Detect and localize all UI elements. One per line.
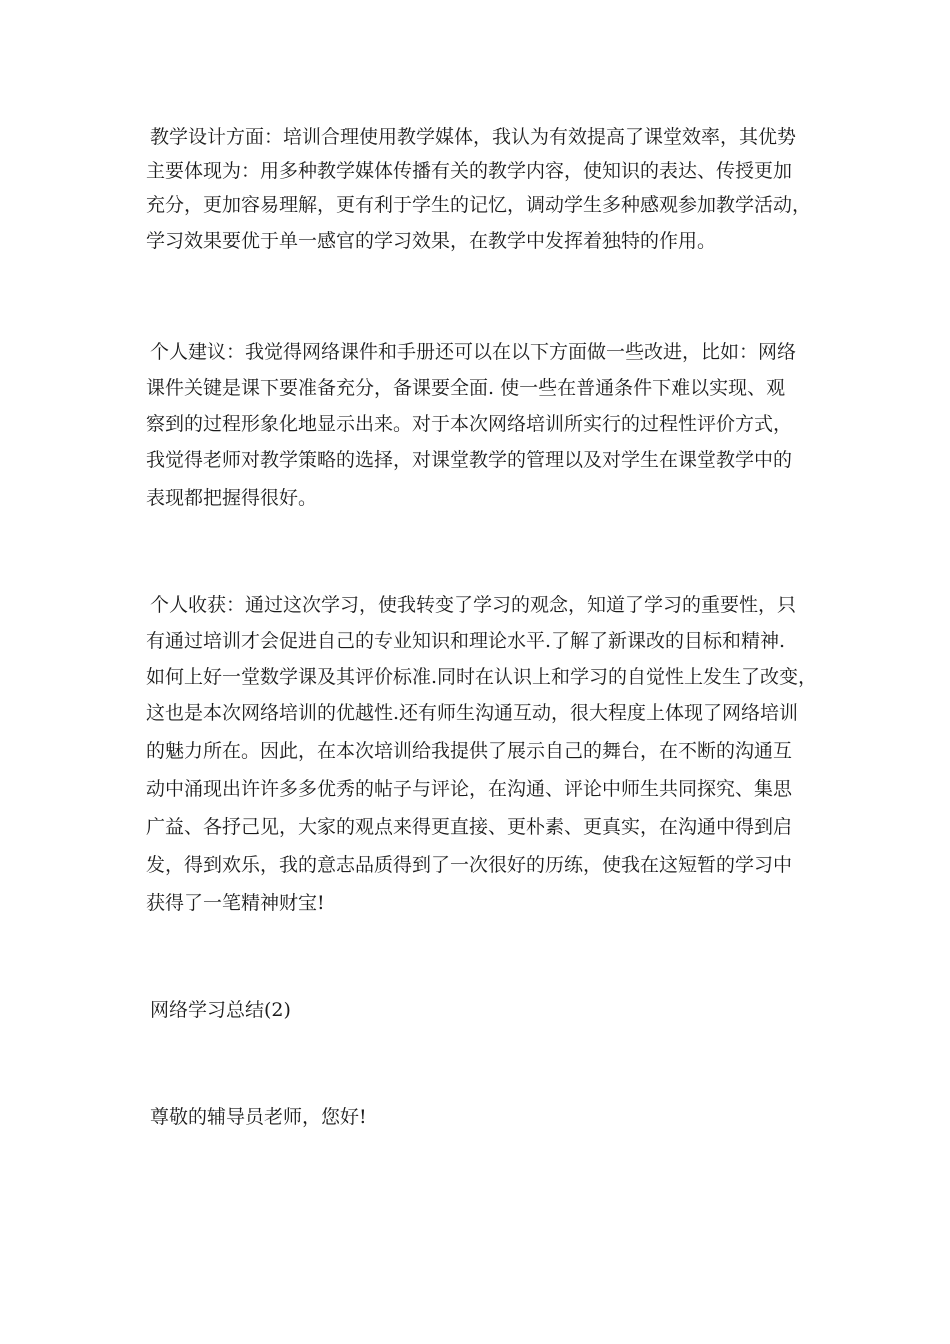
paragraph-line: 的魅力所在。因此，在本次培训给我提供了展示自己的舞台，在不断的沟通互 [146,740,793,762]
section-title: 网络学习总结(2) [150,999,291,1021]
paragraph-line: 广益、各抒己见，大家的观点来得更直接、更朴素、更真实，在沟通中得到启 [146,816,793,838]
paragraph-line: 主要体现为：用多种教学媒体传播有关的教学内容，使知识的表达、传授更加 [146,160,793,182]
paragraph-line: 如何上好一堂数学课及其评价标准.同时在认识上和学习的自觉性上发生了改变， [146,666,818,688]
paragraph-line: 个人收获：通过这次学习，使我转变了学习的观念，知道了学习的重要性，只 [150,594,797,616]
paragraph-line: 这也是本次网络培训的优越性.还有师生沟通互动，很大程度上体现了网络培训 [146,702,799,724]
paragraph-line: 有通过培训才会促进自己的专业知识和理论水平.了解了新课改的目标和精神. [146,630,786,652]
paragraph-line: 我觉得老师对教学策略的选择，对课堂教学的管理以及对学生在课堂教学中的 [146,449,793,471]
paragraph-line: 教学设计方面：培训合理使用教学媒体，我认为有效提高了课堂效率，其优势 [150,126,797,148]
paragraph-line: 动中涌现出许许多多优秀的帖子与评论，在沟通、评论中师生共同探究、集思 [146,778,793,800]
greeting: 尊敬的辅导员老师，您好! [150,1106,367,1128]
paragraph-line: 察到的过程形象化地显示出来。对于本次网络培训所实行的过程性评价方式， [146,413,793,435]
paragraph-line: 发，得到欢乐，我的意志品质得到了一次很好的历练，使我在这短暂的学习中 [146,854,793,876]
paragraph-line: 课件关键是课下要准备充分，备课要全面. 使一些在普通条件下难以实现、观 [146,377,786,399]
paragraph-line: 学习效果要优于单一感官的学习效果，在教学中发挥着独特的作用。 [146,230,717,252]
paragraph-line: 个人建议：我觉得网络课件和手册还可以在以下方面做一些改进，比如：网络 [150,341,797,363]
paragraph-line: 充分，更加容易理解，更有利于学生的记忆，调动学生多种感观参加教学活动， [146,194,812,216]
paragraph-line: 获得了一笔精神财宝! [146,892,325,914]
paragraph-line: 表现都把握得很好。 [146,487,318,509]
